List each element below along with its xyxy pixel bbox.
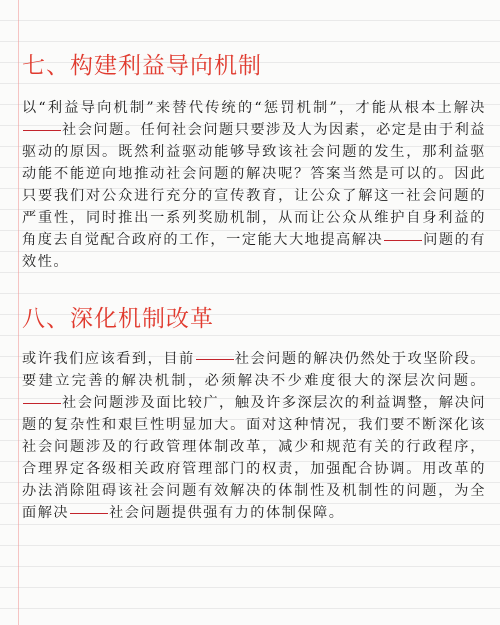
section-7-text-2: 社会问题。任何社会问题只要涉及人为因素，必定是由于利益驱动的原因。既然利益驱动能够导致该社会问题的发生，那利益驱动能不能逆向地推动社会问题的解决呢？答案当然是可以的。因此只要我们对公众进行充分的宣传教育，让公众了解这一社会问题的严重性，同时推出一系列奖励机制，从而让公众从维护自身利益的角度去自觉配合政府的工作，一定能大大地提高解决 xyxy=(22,122,486,248)
section-8-text-4: 社会问题提供强有力的体制保障。 xyxy=(109,505,345,521)
section-8-text-2: 社会问题的解决仍然处于攻坚阶段。要建立完善的解决机制，必须解决不少难度很大的深层次问题。 xyxy=(22,351,486,389)
section-8-text-3: 社会问题涉及面比较广，触及许多深层次的利益调整，解决问题的复杂性和艰巨性明显加大。面对这种情况，我们要不断深化该社会问题涉及的行政管理体制改革，减少和规范有关的行政程序，合理界定各级相关政府管理部门的权责，加强配合协调。用改革的办法消除阻碍该社会问题有效解决的体制性及机制性的问题，为全面解决 xyxy=(22,395,486,521)
fill-in-blank xyxy=(23,129,61,131)
section-7-heading-block xyxy=(22,52,486,80)
section-8-title: 八、深化机制改革 xyxy=(22,306,214,332)
fill-in-blank xyxy=(70,512,108,514)
section-7-paragraph xyxy=(22,97,486,273)
section-8-body-block xyxy=(22,348,486,524)
section-8-heading-block xyxy=(22,305,486,333)
section-8-paragraph xyxy=(22,348,486,524)
section-7-body-block xyxy=(22,97,486,273)
section-8-text-1: 或许我们应该看到，目前 xyxy=(22,351,195,367)
section-7-title: 七、构建利益导向机制 xyxy=(22,53,262,79)
fill-in-blank xyxy=(23,402,61,404)
fill-in-blank xyxy=(384,239,422,241)
fill-in-blank xyxy=(196,358,234,360)
section-7-text-3: 问题的有效性。 xyxy=(22,232,486,270)
section-7-text-1: 以“利益导向机制”来替代传统的“惩罚机制”，才能从根本上解决 xyxy=(22,100,486,116)
